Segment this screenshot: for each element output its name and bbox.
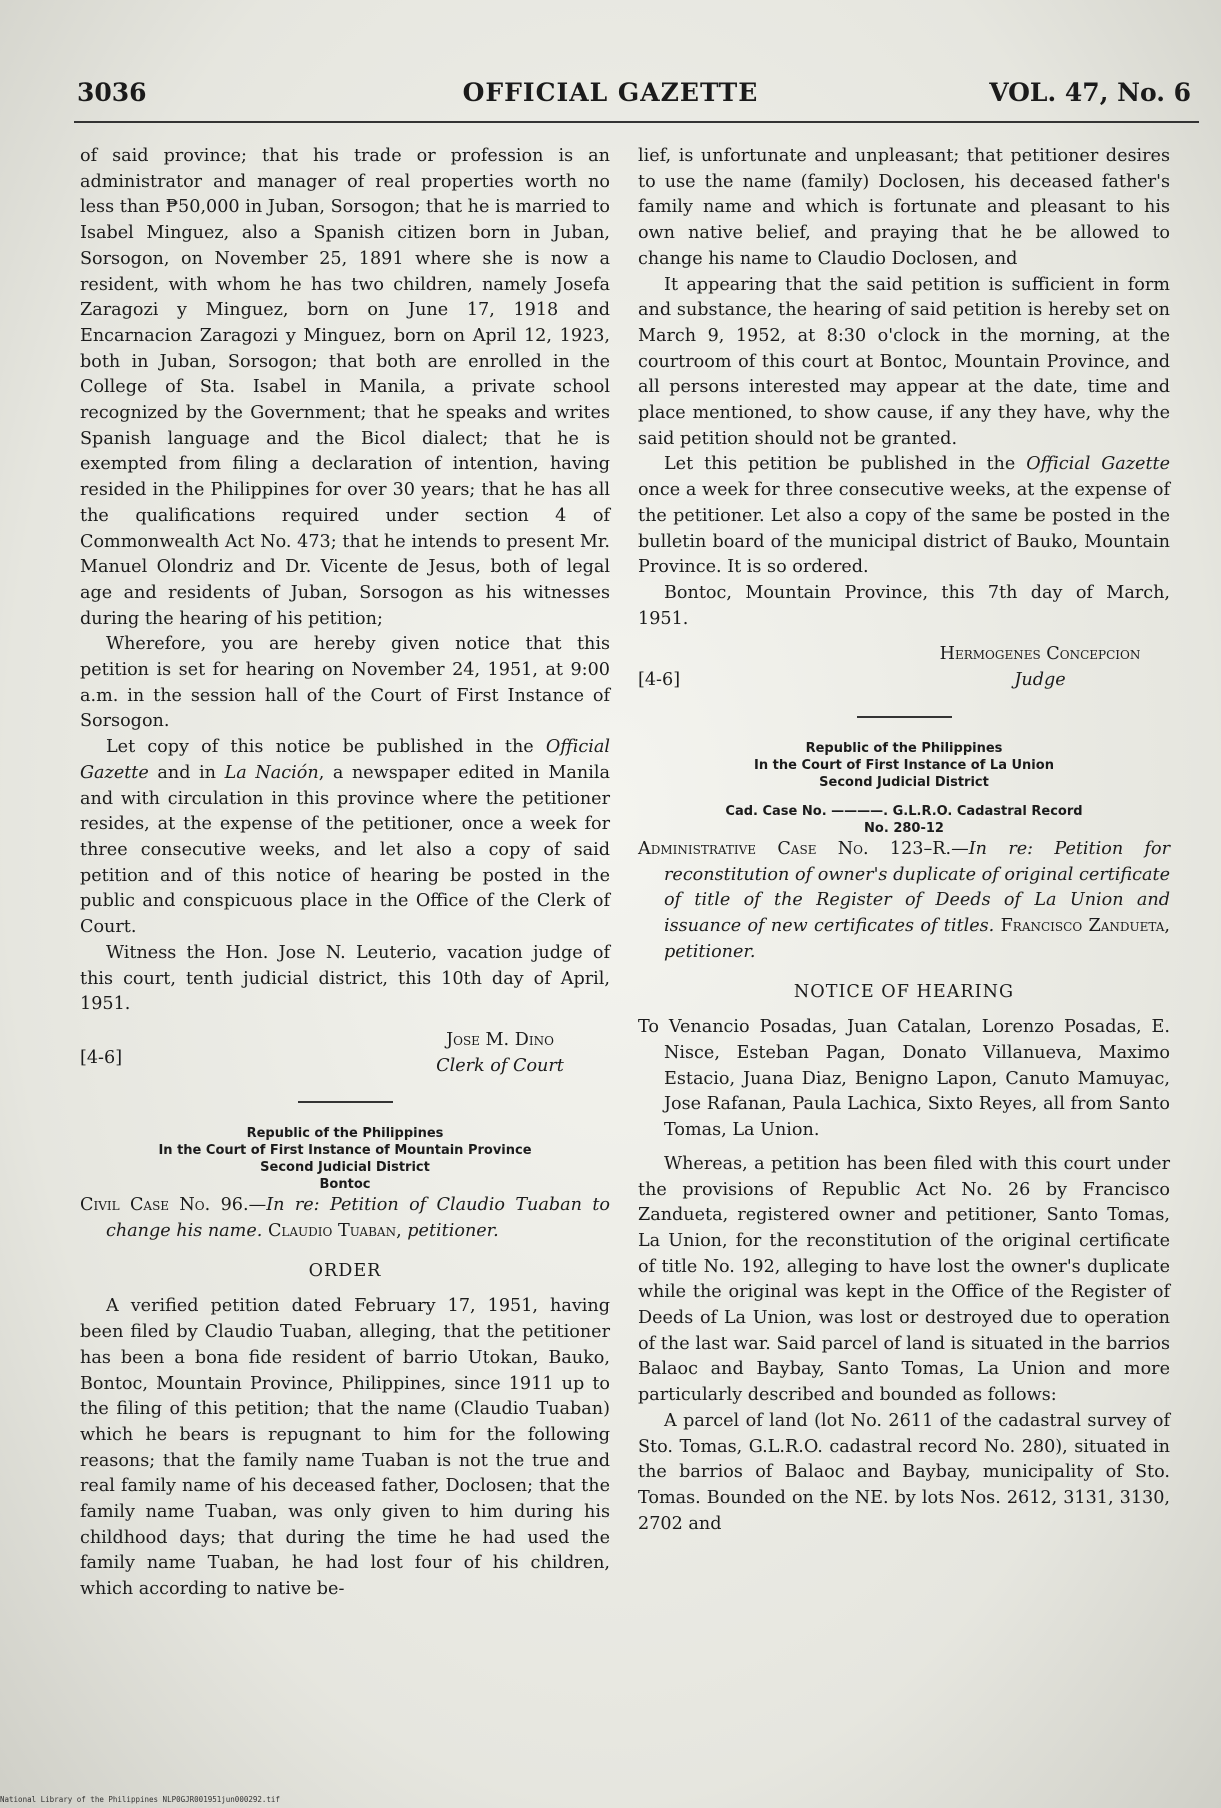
right-column [638, 144, 1170, 1537]
court-heading: Republic of the Philippines In the Court of First Instance of Mountain Province Second Judicial District Bontoc [158, 1126, 532, 1193]
right-paragraph-6: Whereas, a petition has been filed with this court under the provisions of Republic Act No. 26 by Francisco Zandueta, registered owner and petitioner, Santo Tomas, La Union, for the reconstitution of the original certificate of title No. 192, alleging to have lost the owner's duplicate while the original was kept in the Office of the Register of Deeds of La Union, was lost or destroyed due to operation of the last war. Said parcel of land is situated in the barrios Balaoc and Baybay, Santo Tomas, La Union and more particularly described and bounded as follows: [638, 1153, 1170, 1406]
right-paragraph-1: lief, is unfortunate and unpleasant; that petitioner desires to use the name (family) Doclosen, his deceased father's family name and which is fortunate and pleasant to his own native belief, and praying that he be allowed to change his name to Claudio Doclosen, and [638, 146, 1170, 269]
left-paragraph-3: Let copy of this notice be published in the Official Gazette and in La Nación, a newspaper edited in Manila and with circulation in this province where the petitioner resides, at the expense of the petitioner, once a week for three consecutive weeks, and let also a copy of said petition and of this notice of hearing be posted in the public and conspicuous place in the Office of the Clerk of Court. [80, 737, 610, 938]
scan-footer: National Library of the Philippines NLP0GJR001951jun000292.tif [0, 1795, 280, 1804]
right-paragraph-4: Bontoc, Mountain Province, this 7th day of March, 1951. [638, 582, 1170, 629]
signatory-name: Jose M. Dino [446, 1029, 554, 1050]
notice-recipients: To Venancio Posadas, Juan Catalan, Lorenzo Posadas, E. Nisce, Esteban Pagan, Donato Villanueva, Maximo Estacio, Juana Diaz, Benigno Lapon, Canuto Mamuyac, Jose Rafanan, Paula Lachica, Sixto Reyes, all from Santo Tomas, La Union. [638, 1017, 1170, 1141]
volume-number: VOL. 47, No. 6 [989, 78, 1191, 107]
page-number: 3036 [77, 78, 147, 107]
signatory-name: Hermogenes Concepcion [939, 644, 1141, 665]
page-header [0, 78, 1221, 118]
issue-reference: [4-6] [80, 1047, 123, 1068]
case-title: Administrative Case No. 123–R.—In re: Petition for reconstitution of owner's duplicate of original certificate of title of the Register of Deeds of La Union and issuance of new certificates of titles. Francisco Zandueta, petitioner. [638, 839, 1171, 962]
issue-reference: [4-6] [638, 670, 681, 691]
left-paragraph-5: A verified petition dated February 17, 1951, having been filed by Claudio Tuaban, alleging, that the petitioner has been a bona fide resident of barrio Utokan, Bauko, Bontoc, Mountain Province, Philippines, since 1911 up to the filing of this petition; that the name (Claudio Tuaban) which he bears is repugnant to him for the following reasons; that the family name Tuaban is not the true and real family name of his deceased father, Doclosen; that the family name Tuaban, was only given to him during his childhood days; that during the time he had used the family name Tuaban, he had lost four of his children, which according to native be- [80, 1296, 610, 1600]
signatory-role: Clerk of Court [436, 1055, 564, 1076]
signature-block-clerk [80, 1028, 610, 1079]
section-divider [298, 1101, 393, 1103]
right-paragraph-2: It appearing that the said petition is sufficient in form and substance, the hearing of said petition is hereby set on March 9, 1952, at 8:30 o'clock in the morning, at the courtroom of this court at Bontoc, Mountain Province, and all persons interested may appear at the date, time and place mentioned, to show cause, if any they have, why the said petition should not be granted. [638, 274, 1170, 449]
signatory-role: Judge [1014, 670, 1066, 691]
right-paragraph-7: A parcel of land (lot No. 2611 of the cadastral survey of Sto. Tomas, G.L.R.O. cadastral record No. 280), situated in the barrios of Balaoc and Baybay, municipality of Sto. Tomas. Bounded on the NE. by lots Nos. 2612, 3131, 3130, 2702 and [638, 1410, 1170, 1534]
section-divider [857, 716, 952, 718]
left-column [80, 144, 610, 1603]
right-paragraph-3: Let this petition be published in the Official Gazette once a week for three consecutive weeks, at the expense of the petitioner. Let also a copy of the same be posted in the bulletin board of the municipal district of Bauko, Mountain Province. It is so ordered. [638, 454, 1171, 578]
left-paragraph-2: Wherefore, you are hereby given notice that this petition is set for hearing on November 24, 1951, at 9:00 a.m. in the session hall of the Court of First Instance of Sorsogon. [80, 634, 610, 732]
order-heading: ORDER [308, 1260, 382, 1281]
publication-title: OFFICIAL GAZETTE [462, 78, 759, 107]
left-paragraph-1: of said province; that his trade or profession is an administrator and manager of real properties worth no less than ₱50,000 in Juban, Sorsogon; that he is married to Isabel Minguez, also a Spanish citizen born in Juban, Sorsogon, on November 25, 1891 where she is now a resident, with whom he has two children, namely Josefa Zaragozi y Minguez, born on June 17, 1918 and Encarnacion Zaragozi y Minguez, born on April 12, 1923, both in Juban, Sorsogon; that both are enrolled in the College of Sta. Isabel in Manila, a private school recognized by the Government; that he speaks and writes Spanish language and the Bicol dialect; that he is exempted from filing a declaration of intention, having resided in the Philippines for over 30 years; that he has all the qualifications required under section 4 of Commonwealth Act No. 473; that he intends to present Mr. Manuel Olondriz and Dr. Vicente de Jesus, both of legal age and residents of Juban, Sorsogon as his witnesses during the hearing of his petition; [80, 146, 610, 629]
cadastral-reference: Cad. Case No. ————. G.L.R.O. Cadastral Record No. 280-12 [725, 804, 1083, 837]
signature-block-judge [638, 642, 1170, 694]
notice-heading: NOTICE OF HEARING [793, 981, 1015, 1002]
court-heading: Republic of the Philippines In the Court of First Instance of La Union Second Judicial District [754, 741, 1054, 791]
left-paragraph-4: Witness the Hon. Jose N. Leuterio, vacation judge of this court, tenth judicial district, this 10th day of April, 1951. [80, 942, 610, 1015]
header-rule [74, 121, 1199, 123]
case-title: Civil Case No. 96.—In re: Petition of Claudio Tuaban to change his name. Claudio Tuaban, petitioner. [80, 1195, 610, 1242]
